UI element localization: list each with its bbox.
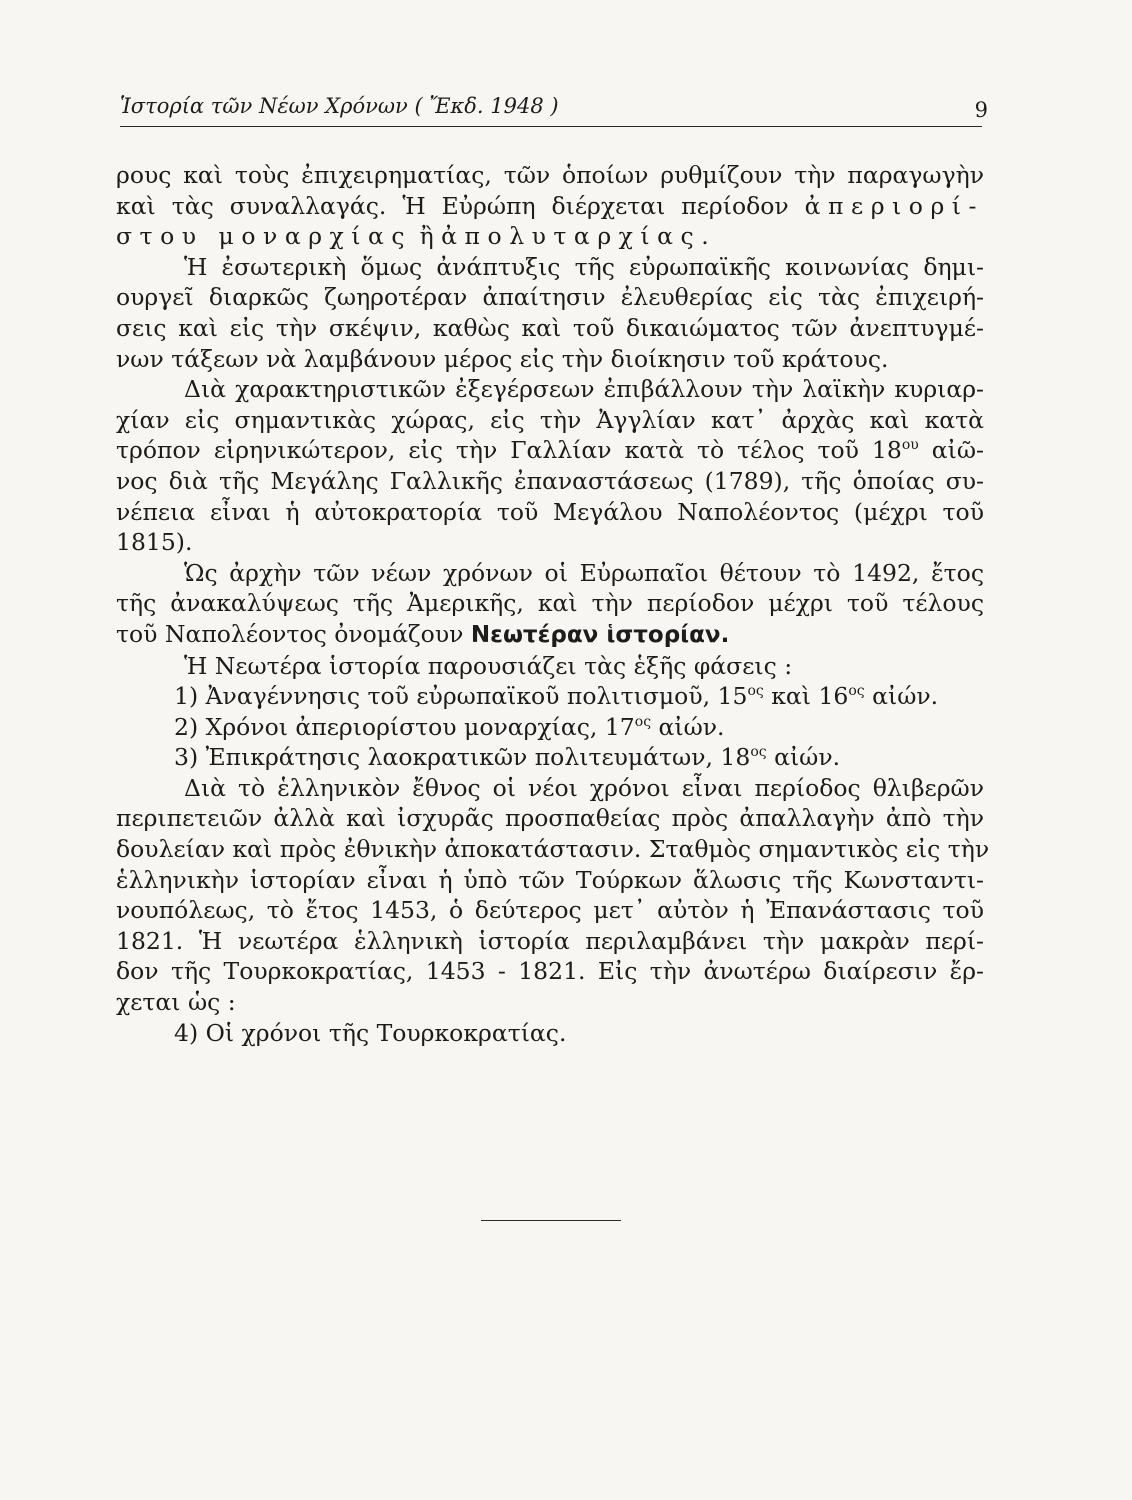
text-line: τῆς ἀνακαλύψεως τῆς Ἀμερικῆς, καὶ τὴν περίοδον μέχρι τοῦ τέλους [116,589,984,618]
text-line: νος διὰ τῆς Μεγάλης Γαλλικῆς ἐπαναστάσεως (1789), τῆς ὁποίας συ- [116,466,984,495]
paragraph-start: Ἡ ἐσωτερικὴ ὅμως ἀνάπτυξις τῆς εὐρωπαϊκῆς κοινωνίας δημι- [184,252,984,281]
list-item [116,712,984,743]
text-fragment: 2) Χρόνοι ἀπεριορίστου μοναρχίας, 17 [174,712,635,741]
text-line [116,221,984,252]
text-fragment: αἰών. [651,712,725,741]
text-fragment: τρόπον εἰρηνικώτερον, εἰς τὴν Γαλλίαν κατὰ τὸ τέλος τοῦ 18 [116,436,902,465]
running-title: Ἱστορία τῶν Νέων Χρόνων ( Ἔκδ. 1948 ) [120,94,559,118]
text-fragment: καὶ 16 [763,682,849,711]
text-line [116,435,984,466]
text-line: χεται ὡς : [116,988,236,1017]
text-line: περιπετειῶν ἀλλὰ καὶ ἰσχυρᾶς προσπαθείας πρὸς ἀπαλλαγὴν ἀπὸ τὴν [116,804,984,833]
text-line: δον τῆς Τουρκοκρατίας, 1453 - 1821. Εἰς τὴν ἀνωτέρω διαίρεσιν ἔρ- [116,957,984,986]
text-line: ἑλληνικὴν ἱστορίαν εἶναι ἡ ὑπὸ τῶν Τούρκων ἅλωσις τῆς Κωνσταντι- [116,865,984,894]
superscript: ος [848,683,865,700]
superscript: ου [901,437,919,454]
text-fragment: 1) Ἀναγέννησις τοῦ εὐρωπαϊκοῦ πολιτισμοῦ, 15 [174,682,748,711]
text-fragment: αἰών. [864,682,939,711]
text-fragment: ἢ [419,222,434,251]
text-line: ρους καὶ τοὺς ἐπιχειρηματίας, τῶν ὁποίων ρυθμίζουν τὴν παραγωγὴν [116,161,984,189]
body-text [116,160,990,1048]
spaced-emphasis: ἀπολυταρχίας. [441,222,717,251]
paragraph-start: Ὡς ἀρχὴν τῶν νέων χρόνων οἱ Εὐρωπαῖοι θέτουν τὸ 1492, ἔτος [184,558,984,587]
text-line: νων τάξεων νὰ λαμβάνουν μέρος εἰς τὴν διοίκησιν τοῦ κράτους. [116,344,889,373]
bold-term: Νεωτέραν ἱστορίαν. [470,621,730,648]
superscript: ος [750,744,767,761]
text-line: νέπεια εἶναι ἡ αὐτοκρατορία τοῦ Μεγάλου Ναπολέοντος (μέχρι τοῦ [116,497,984,526]
paragraph-start: Ἡ Νεωτέρα ἱστορία παρουσιάζει τὰς ἑξῆς φάσεις : [184,651,793,680]
list-item [116,742,984,773]
text-fragment: αἰών. [766,743,841,772]
spaced-emphasis: στου μοναρχίας [116,222,413,251]
end-rule [481,1220,621,1221]
text-line: ουργεῖ διαρκῶς ζωηροτέραν ἀπαίτησιν ἐλευθερίας εἰς τὰς ἐπιχειρή- [116,283,984,312]
text-fragment: 3) Ἐπικράτησις λαοκρατικῶν πολιτευμάτων, 18 [174,743,751,772]
text-line [116,619,984,651]
superscript: ος [747,683,764,700]
list-item: 4) Οἱ χρόνοι τῆς Τουρκοκρατίας. [174,1018,567,1047]
superscript: ος [634,713,652,730]
running-header [120,92,988,127]
text-fragment: καὶ τὰς συναλλαγάς. Ἡ Εὐρώπη διέρχεται περίοδον [116,191,789,220]
text-line: 1821. Ἡ νεωτέρα ἑλληνικὴ ἱστορία περιλαμβάνει τὴν μακρὰν περί- [116,926,984,955]
spaced-emphasis: ἀπεριορί- [804,191,984,220]
text-fragment: τοῦ Ναπολέοντος ὀνομάζουν [116,619,464,648]
text-line: δουλείαν καὶ πρὸς ἐθνικὴν ἀποκατάστασιν. Σταθμὸς σημαντικὸς εἰς τὴν [116,835,990,864]
list-item [116,681,984,712]
text-fragment: αἰῶ- [918,436,984,465]
text-line: σεις καὶ εἰς τὴν σκέψιν, καθὼς καὶ τοῦ δικαιώματος τῶν ἀνεπτυγμέ- [116,313,984,342]
paragraph-start: Διὰ χαρακτηριστικῶν ἐξεγέρσεων ἐπιβάλλουν τὴν λαϊκὴν κυριαρ- [184,375,984,404]
text-line: νουπόλεως, τὸ ἔτος 1453, ὁ δεύτερος μετ᾽ αὐτὸν ἡ Ἐπανάστασις τοῦ [116,896,984,925]
text-line: 1815). [116,528,193,557]
text-line: χίαν εἰς σημαντικὰς χώρας, εἰς τὴν Ἀγγλίαν κατ᾽ ἀρχὰς καὶ κατὰ [116,405,984,434]
text-line [116,191,984,222]
page-number: 9 [974,98,988,122]
paragraph-start: Διὰ τὸ ἑλληνικὸν ἔθνος οἱ νέοι χρόνοι εἶναι περίοδος θλιβερῶν [184,773,984,802]
